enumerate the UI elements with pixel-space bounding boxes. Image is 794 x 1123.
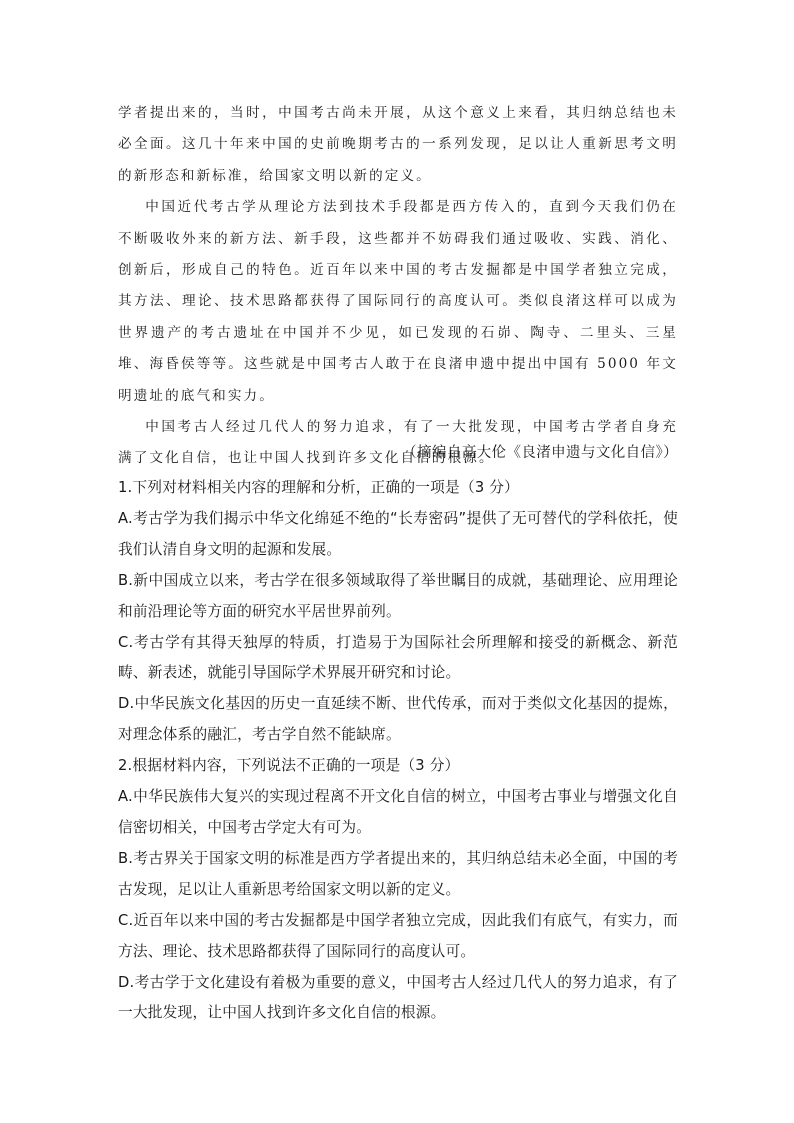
reading-passage [118,98,678,475]
question-option: C.考古学有其得天独厚的特质，打造易于为国际社会所理解和接受的新概念、新范畴、新表述，就能引导国际学术界展开研究和讨论。 [118,633,678,682]
question-option: A.考古学为我们揭示中华文化绵延不绝的“长寿密码”提供了无可替代的学科依托，使我们认清自身文明的起源和发展。 [118,509,678,558]
question-option: D.考古学于文化建设有着极为重要的意义，中国考古人经过几代人的努力追求，有了一大批发现，让中国人找到许多文化自信的根源。 [118,973,678,1022]
question-list [118,473,678,1029]
passage-paragraph: 学者提出来的，当时，中国考古尚未开展，从这个意义上来看，其归纳总结也未必全面。这几十年来中国的史前晚期考古的一系列发现，足以让人重新思考文明的新形态和新标准，给国家文明以新的定义。 [118,105,678,184]
question-option: D.中华民族文化基因的历史一直延续不断、世代传承，而对于类似文化基因的提炼，对理念体系的融汇，考古学自然不能缺席。 [118,695,678,744]
question-option: C.近百年以来中国的考古发掘都是中国学者独立完成，因此我们有底气，有实力，而方法、理论、技术思路都获得了国际同行的高度认可。 [118,911,678,960]
passage-source: （摘编自高大伦《良渚申遗与文化自信》） [402,445,678,461]
question-option: B.考古界关于国家文明的标准是西方学者提出来的，其归纳总结未必全面，中国的考古发现，足以让人重新思考给国家文明以新的定义。 [118,849,678,898]
question-option: A.中华民族伟大复兴的实现过程离不开文化自信的树立，中国考古事业与增强文化自信密切相关，中国考古学定大有可为。 [118,788,678,836]
question-stem: 1.下列对材料相关内容的理解和分析，正确的一项是（3 分） [118,479,520,496]
question-stem: 2.根据材料内容，下列说法不正确的一项是（3 分） [118,757,460,775]
passage-paragraph: 中国考古人经过几代人的努力追求，有了一大批发现，中国考古学者自身充满了文化自信，也让中国人找到许多文化自信的根源。 [118,419,678,467]
question-option: B.新中国成立以来，考古学在很多领域取得了举世瞩目的成就，基础理论、应用理论和前沿理论等方面的研究水平居世界前列。 [118,571,678,620]
passage-paragraph: 中国近代考古学从理论方法到技术手段都是西方传入的，直到今天我们仍在不断吸收外来的新方法、新手段，这些都并不妨碍我们通过吸收、实践、消化、创新后，形成自己的特色。近百年以来中国的考古发掘都是中国学者独立完成，其方法、理论、技术思路都获得了国际同行的高度认可。类似良渚这样可以成为世界遗产的考古遗址在中国并不少见，如已发现的石峁、陶寺、二里头、三星堆、海昏侯等等。这些就是中国考古人敢于在良渚申遗中提出中国有 5000 年文明遗址的底气和实力。 [118,199,678,404]
